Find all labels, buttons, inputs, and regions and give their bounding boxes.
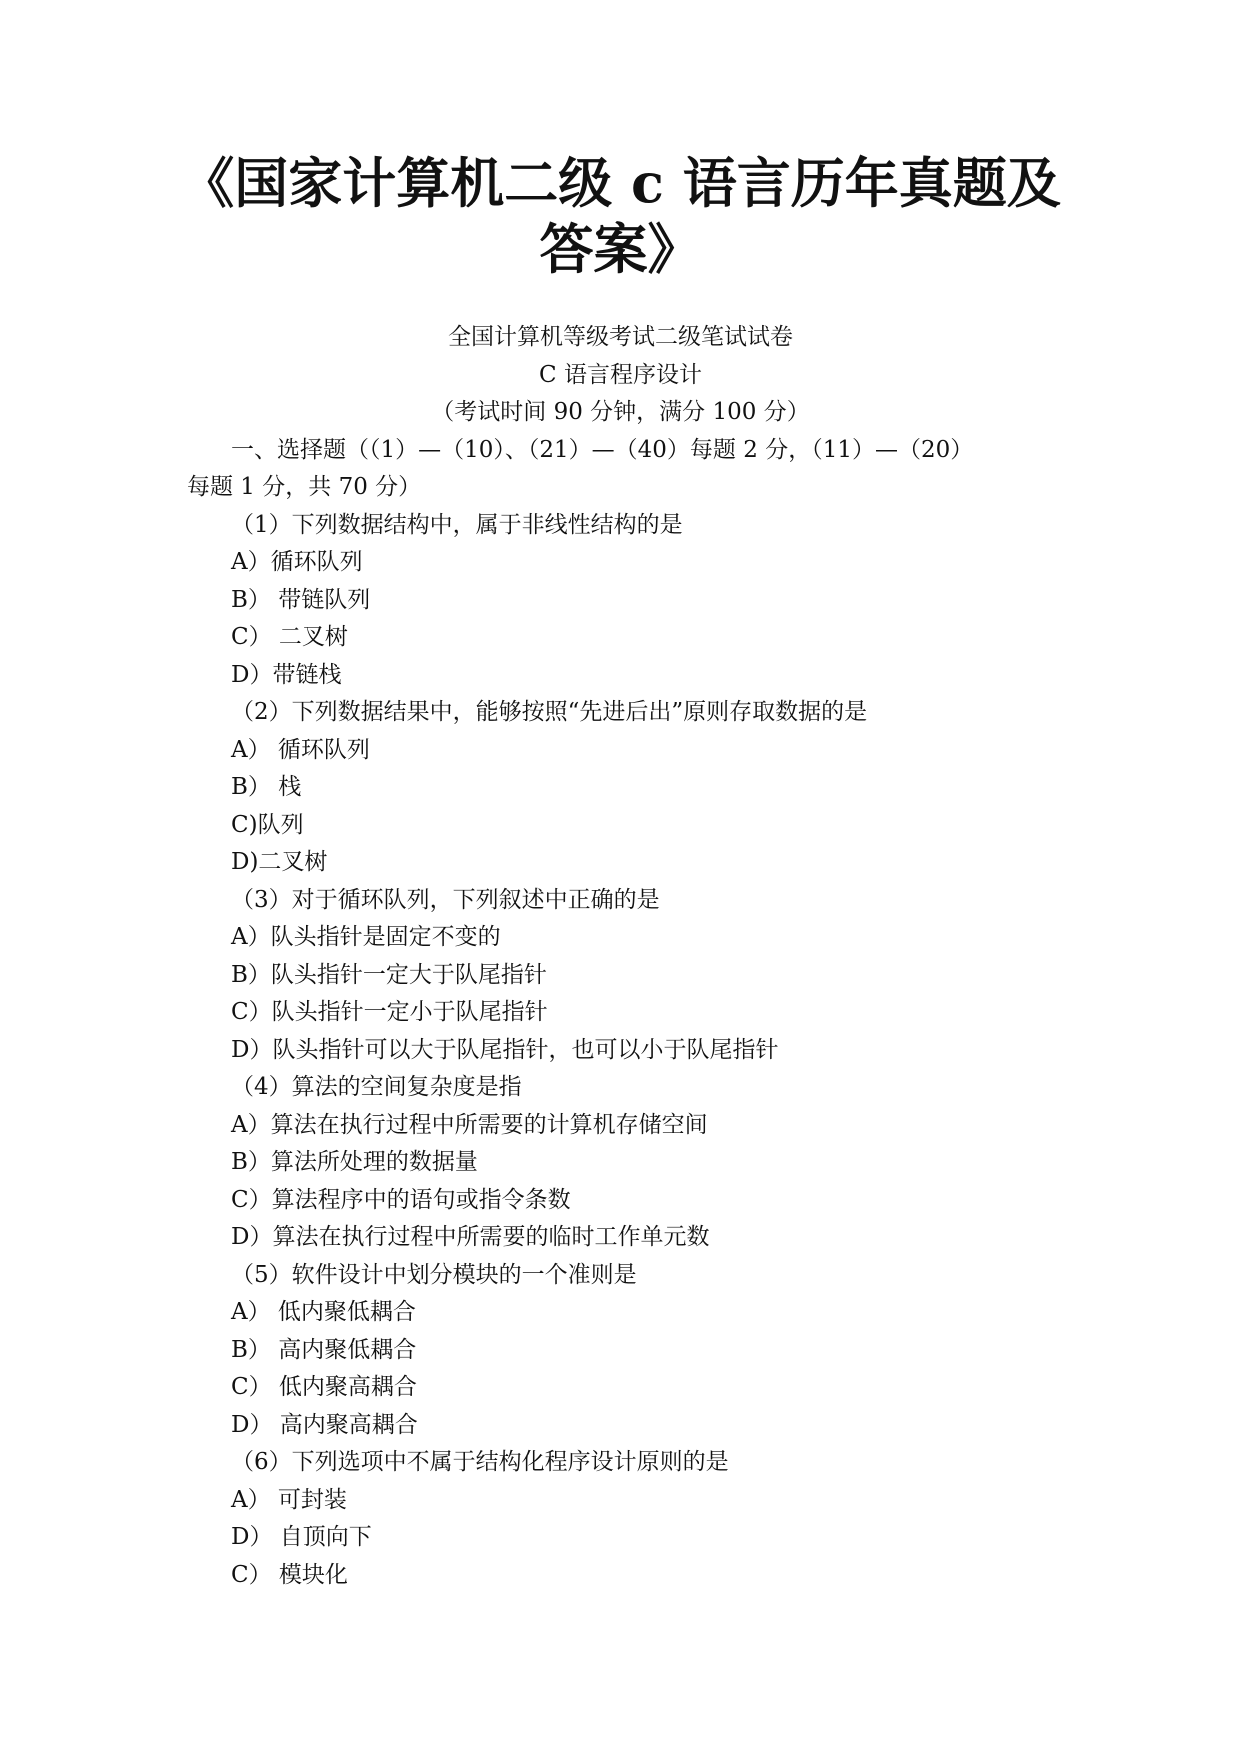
question-4-stem: （4）算法的空间复杂度是指: [231, 1074, 522, 1100]
exam-name: 全国计算机等级考试二级笔试试卷: [448, 324, 793, 350]
question-6-option-a: A） 可封装: [231, 1487, 347, 1513]
question-4-option-c: C）算法程序中的语句或指令条数: [231, 1187, 571, 1213]
exam-time: （考试时间 90 分钟，满分 100 分）: [431, 399, 810, 425]
section-heading: 一、选择题（（1）—（10）、（21）—（40）每题 2 分，（11）—（20）: [231, 437, 974, 463]
document-title-line-2: 答案》: [539, 217, 702, 281]
document-title-line-1: 《国家计算机二级 c 语言历年真题及: [180, 151, 1061, 215]
question-3-stem: （3）对于循环队列，下列叙述中正确的是: [231, 887, 660, 913]
question-4-option-d: D）算法在执行过程中所需要的临时工作单元数: [231, 1224, 710, 1250]
question-3-option-c: C）队头指针一定小于队尾指针: [231, 999, 548, 1025]
question-2-option-a: A） 循环队列: [231, 737, 370, 763]
question-5-option-a: A） 低内聚低耦合: [231, 1299, 416, 1325]
question-2-option-c: C)队列: [231, 812, 304, 838]
question-2-stem: （2）下列数据结果中，能够按照“先进后出”原则存取数据的是: [231, 699, 868, 725]
section-heading-continued: 每题 1 分，共 70 分）: [187, 474, 422, 500]
question-2-option-b: B） 栈: [231, 774, 302, 800]
exam-subject: C 语言程序设计: [539, 362, 702, 388]
question-3-option-d: D）队头指针可以大于队尾指针，也可以小于队尾指针: [231, 1037, 779, 1063]
question-1-option-d: D）带链栈: [231, 662, 342, 688]
question-1-option-b: B） 带链队列: [231, 587, 371, 613]
question-3-option-b: B）队头指针一定大于队尾指针: [231, 962, 547, 988]
question-5-stem: （5）软件设计中划分模块的一个准则是: [231, 1262, 637, 1288]
question-3-option-a: A）队头指针是固定不变的: [231, 924, 501, 950]
question-1-option-a: A）循环队列: [231, 549, 363, 575]
question-1-option-c: C） 二叉树: [231, 624, 348, 650]
question-5-option-b: B） 高内聚低耦合: [231, 1337, 417, 1363]
question-6-stem: （6）下列选项中不属于结构化程序设计原则的是: [231, 1449, 729, 1475]
question-4-option-a: A）算法在执行过程中所需要的计算机存储空间: [231, 1112, 708, 1138]
question-6-option-c: C） 模块化: [231, 1562, 348, 1588]
question-5-option-c: C） 低内聚高耦合: [231, 1374, 417, 1400]
question-1-stem: （1）下列数据结构中，属于非线性结构的是: [231, 512, 683, 538]
question-6-option-b: D） 自顶向下: [231, 1524, 372, 1550]
question-4-option-b: B）算法所处理的数据量: [231, 1149, 478, 1175]
question-2-option-d: D)二叉树: [231, 849, 328, 875]
question-5-option-d: D） 高内聚高耦合: [231, 1412, 418, 1438]
